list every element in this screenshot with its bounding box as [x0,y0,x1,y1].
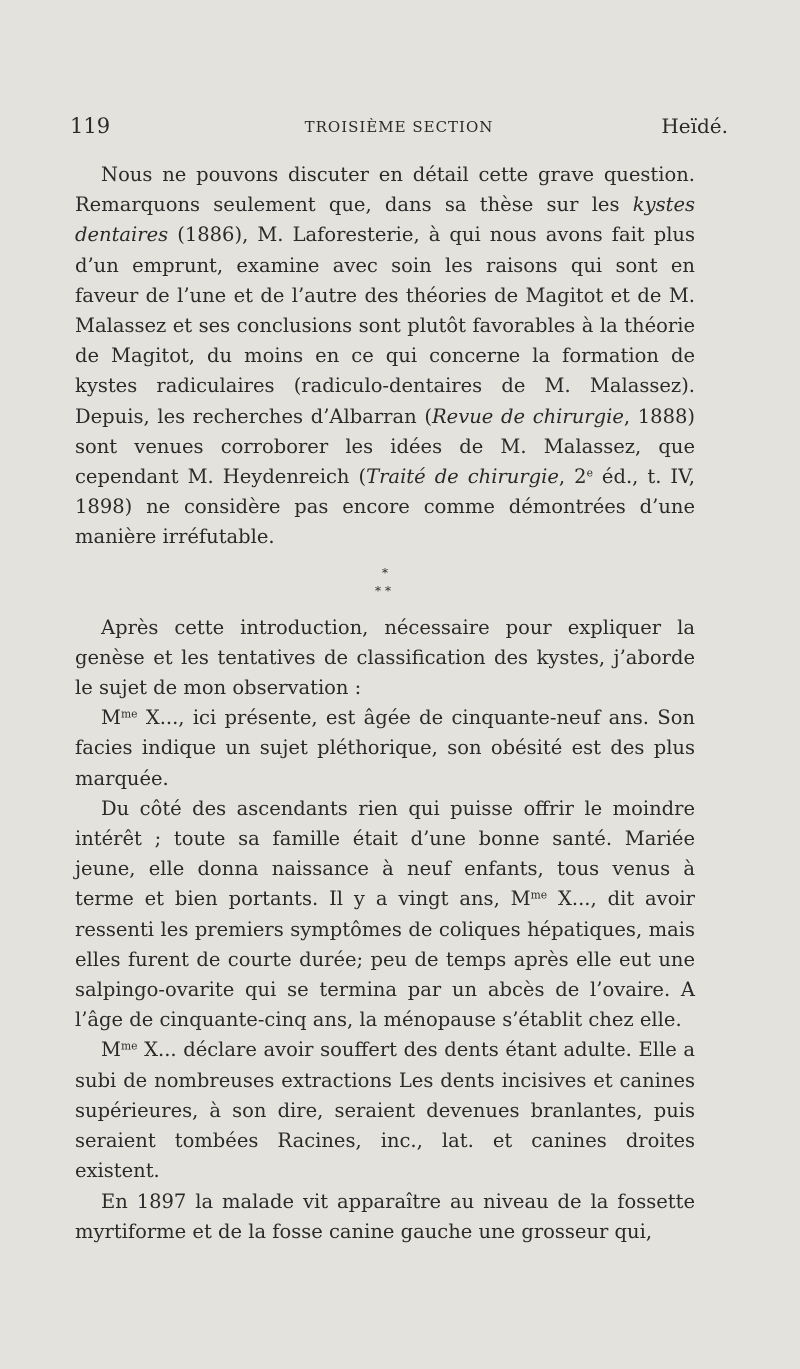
page-number: 119 [70,114,111,138]
para1-text-3: , 1888) sont venues corroborer les idées de M. Malassez, que cependant M. Heydenreich ( [75,404,696,489]
paragraph-1 [75,160,695,553]
running-title: TROISIÈME SECTION [304,118,494,136]
para4-text-2: X..., dit avoir ressenti les premiers symptômes de coliques hépatiques, mais elles furent de courte durée; peu de temps après elle eut une salpingo-ovarite qui se termina par un abcès de l’ovaire. A l’âge de cinquante-cinq ans, la ménopause s’établit chez elle. [75,887,695,1032]
para4-text-1: Du côté des ascendants rien qui puisse offrir le moindre intérêt ; toute sa famille était d’une bonne santé. Mariée jeune, elle donna naissance à neuf enfants, tous venus à terme et bien portants. Il y a vingt ans, M [75,796,695,911]
paragraph-6: En 1897 la malade vit apparaître au niveau de la fossette myrtiforme et de la fosse canine gauche une grosseur qui, [75,1189,695,1243]
section-separator [75,553,695,613]
para5-m: M [101,1038,121,1062]
page-header [70,114,728,144]
para1-text-2: (1886), M. Laforesterie, à qui nous avons fait plus d’un emprunt, examine avec soin les raisons qui sont en faveur de l’une et de l’autre des théories de Magitot et de M. Malassez et ses conclusions sont plutôt favorables à la théorie de Magitot, du moins en ce qui concerne la formation de kystes radiculaires (radiculo-dentaires de M. Malassez). Depuis, les recherches d’Albarran ( [75,223,695,428]
para1-italic-3: Traité de chirurgie [366,465,559,489]
para3-m: M [101,706,121,730]
para5-superscript: me [120,1040,138,1054]
paragraph-2: Après cette introduction, nécessaire pour expliquer la genèse et les tentatives de classification des kystes, j’aborde le sujet de mon observation : [75,615,695,700]
para1-text-1: Nous ne pouvons discuter en détail cette grave question. Remarquons seulement que, dans sa thèse sur les [75,163,695,217]
paragraph-5 [75,1035,695,1186]
para1-italic-2: Revue de chirurgie [431,404,624,428]
paragraph-4 [75,794,695,1036]
para5-text: X... déclare avoir souffert des dents étant adulte. Elle a subi de nombreuses extractions Les dents incisives et canines supérieures, à son dire, seraient devenues branlantes, puis seraient tombées Racines, inc., lat. et canines droites existent. [75,1038,695,1183]
asterism-bottom: ** [375,583,395,598]
para4-superscript: me [530,889,548,903]
para3-text: X..., ici présente, est âgée de cinquante-neuf ans. Son facies indique un sujet pléthorique, son obésité est des plus marquée. [75,706,695,790]
body-text [75,160,695,1247]
para1-text-4a: , 2 [558,465,587,489]
para1-text-4b: éd., t. IV, 1898) ne considère pas encore comme démontrées d’une manière irréfutable. [75,465,695,549]
para1-italic-1: kystes dentaires [75,193,695,247]
para3-superscript: me [120,707,138,721]
asterism-top: * [382,565,388,580]
paragraph-3 [75,703,695,794]
para1-superscript: e [586,466,593,480]
author-name: Heïdé. [661,114,728,138]
